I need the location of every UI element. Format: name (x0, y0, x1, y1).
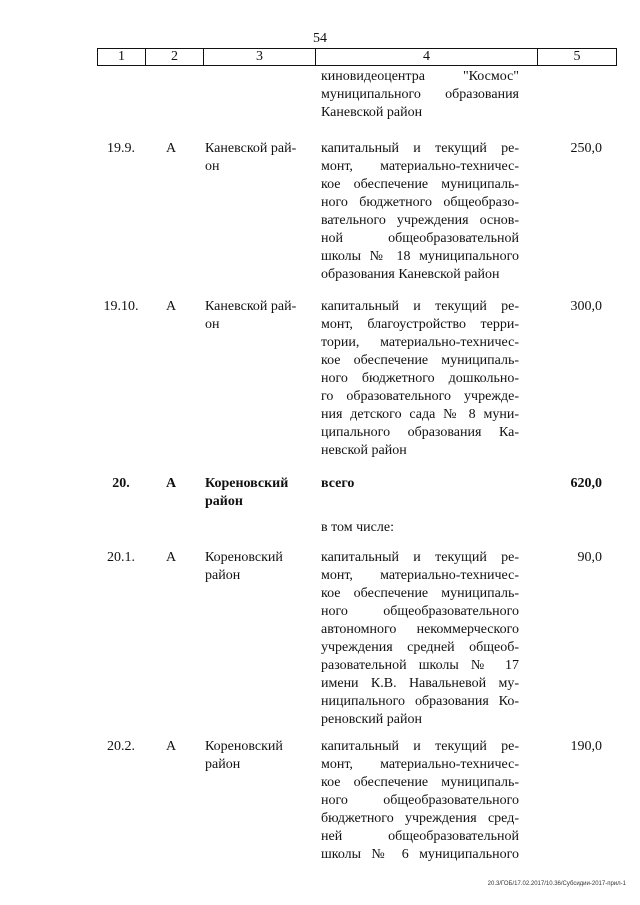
description-line: кое обеспечение муниципаль- (321, 177, 519, 192)
description-line: ного бюджетного общеобразо- (321, 195, 519, 210)
row-amount: 90,0 (577, 550, 602, 565)
row-district (205, 475, 313, 511)
row-number: 20.1. (107, 550, 135, 565)
column-number-2: 2 (146, 49, 204, 65)
district-line: Каневской рай- (205, 299, 297, 314)
description-line: муниципального образования (321, 87, 519, 102)
description-line: ного бюджетного дошкольно- (321, 371, 519, 386)
row-amount: 250,0 (570, 141, 602, 156)
description-line: ципального образования Ка- (321, 425, 519, 440)
description-line: ного общеобразовательного (321, 793, 519, 808)
description-line: кое обеспечение муниципаль- (321, 353, 519, 368)
description-line: учреждения средней общеоб- (321, 640, 519, 655)
description-line: монт, материально-техничес- (321, 757, 519, 772)
description-line: разовательной школы № 17 (321, 658, 519, 673)
row-category: А (165, 476, 177, 491)
column-number-5: 5 (573, 49, 581, 64)
row-category: А (165, 550, 177, 565)
description-line: невской район (321, 443, 407, 458)
description-line: имени К.В. Навальневой му- (321, 676, 519, 691)
district-line: район (205, 568, 241, 583)
row-category: А (165, 141, 177, 156)
description-line: киновидеоцентра "Космос" (321, 69, 519, 84)
description-line: школы № 6 муниципального (321, 847, 519, 862)
row-description (321, 140, 519, 284)
column-number-4: 4 (316, 49, 538, 65)
description-line: капитальный и текущий ре- (321, 299, 519, 314)
district-line: Каневской рай- (205, 141, 297, 156)
row-description (321, 475, 519, 493)
row-district (205, 140, 313, 176)
district-line: район (205, 494, 243, 509)
district-line: он (205, 317, 220, 332)
description-line: капитальный и текущий ре- (321, 550, 519, 565)
row-district (205, 298, 313, 334)
description-line: монт, материально-техничес- (321, 159, 519, 174)
page-number: 54 (313, 31, 327, 46)
description-line: монт, материально-техничес- (321, 568, 519, 583)
description-line: капитальный и текущий ре- (321, 739, 519, 754)
description-line: ней общеобразовательной (321, 829, 519, 844)
column-number-header (97, 48, 617, 66)
description-line: всего (321, 476, 355, 491)
description-line: ния детского сада № 8 муни- (321, 407, 519, 422)
row-category: А (165, 299, 177, 314)
description-line: школы № 18 муниципального (321, 249, 519, 264)
row-number: 19.9. (107, 141, 135, 156)
district-line: он (205, 159, 220, 174)
description-line: го образовательного учрежде- (321, 389, 519, 404)
footer-doc-code: 20.3/ГОБ/17.02.2017/10.36/Субсидии-2017-прил-1 (487, 881, 626, 887)
row-description (321, 298, 519, 460)
row-district (205, 549, 313, 585)
row-number: 20.2. (107, 739, 135, 754)
description-line: ниципального образования Ко- (321, 694, 519, 709)
description-line: ного общеобразовательного (321, 604, 519, 619)
row-description (321, 549, 519, 729)
continuation-description (321, 68, 519, 122)
description-line: ной общеобразовательной (321, 231, 519, 246)
description-line: в том числе: (321, 520, 394, 535)
row-number: 19.10. (103, 299, 139, 314)
description-line: реновский район (321, 712, 422, 727)
district-line: Кореновский (205, 476, 289, 491)
description-line: монт, благоустройство терри- (321, 317, 519, 332)
column-number-3: 3 (204, 49, 316, 65)
district-line: Кореновский (205, 739, 283, 754)
row-amount: 190,0 (570, 739, 602, 754)
description-line: тории, материально-техничес- (321, 335, 519, 350)
description-line: Каневской район (321, 105, 423, 120)
description-line: вательного учреждения основ- (321, 213, 519, 228)
description-line: бюджетного учреждения сред- (321, 811, 519, 826)
column-number-1: 1 (98, 49, 146, 65)
district-line: Кореновский (205, 550, 283, 565)
description-line: автономного некоммерческого (321, 622, 519, 637)
row-amount: 620,0 (570, 476, 602, 491)
row-category: А (165, 739, 177, 754)
row-description (321, 738, 519, 864)
description-line: образования Каневской район (321, 267, 500, 282)
description-line: капитальный и текущий ре- (321, 141, 519, 156)
description-line: кое обеспечение муниципаль- (321, 775, 519, 790)
row-amount: 300,0 (570, 299, 602, 314)
description-line: кое обеспечение муниципаль- (321, 586, 519, 601)
row-description (321, 519, 519, 537)
row-district (205, 738, 313, 774)
row-number: 20. (112, 476, 130, 491)
district-line: район (205, 757, 241, 772)
